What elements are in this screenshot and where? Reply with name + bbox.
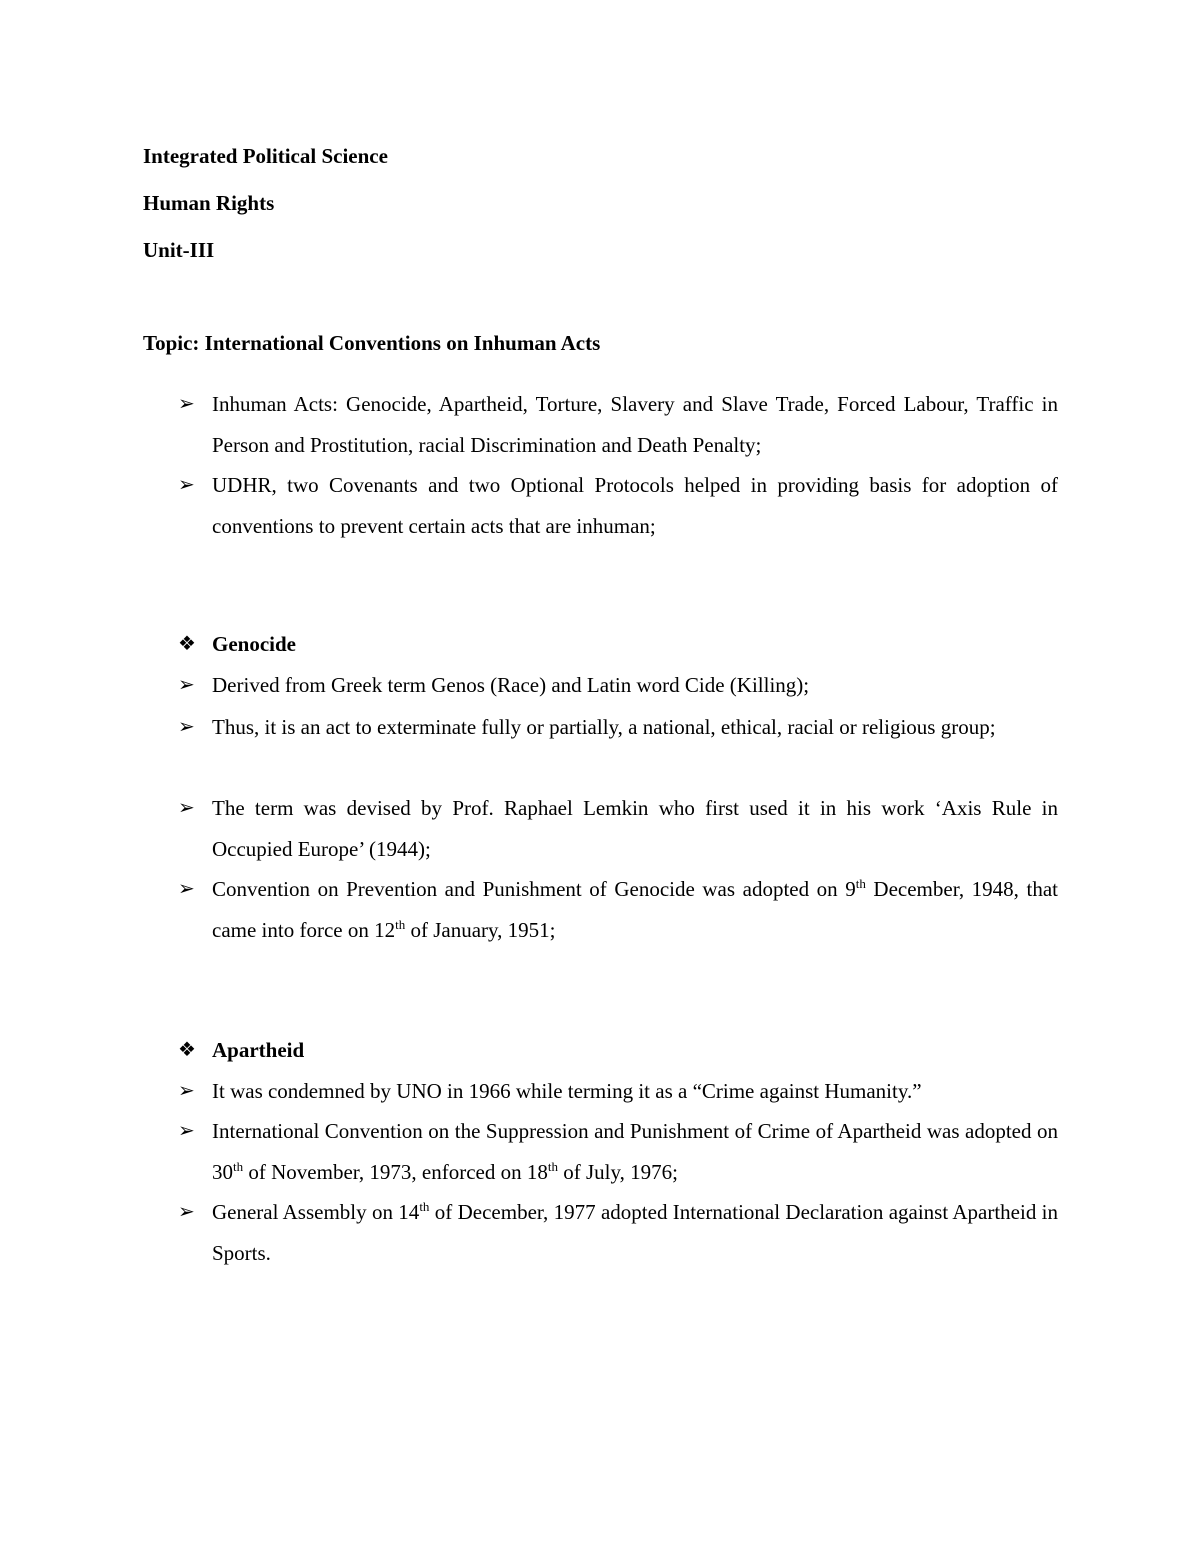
section-title: Apartheid (212, 1038, 305, 1062)
unit-title: Unit-III (143, 238, 215, 262)
bullet-text: Inhuman Acts: Genocide, Apartheid, Torture, Slavery and Slave Trade, Forced Labour, Traffic in Person and Prostitution, racial Discrimination and Death Penalty; (212, 392, 1058, 457)
genocide-bullet-1 (178, 665, 1058, 706)
text-run: December, 1948, that came into force on 12 (212, 877, 1058, 942)
text-run: of July, 1976; (558, 1160, 678, 1184)
section-title: Genocide (212, 632, 296, 656)
bullet-text: UDHR, two Covenants and two Optional Protocols helped in providing basis for adoption of conventions to prevent certain acts that are inhuman; (212, 473, 1058, 538)
bullet-text (212, 1111, 1058, 1193)
text-run: International Convention on the Suppression and Punishment of Crime of Apartheid was adopted on 30 (212, 1119, 1058, 1184)
text-run: of December, 1977 adopted International Declaration against Apartheid in Sports. (212, 1200, 1058, 1265)
apartheid-heading (178, 1030, 1058, 1071)
intro-bullet-2 (178, 465, 1058, 547)
apartheid-bullet-3 (178, 1192, 1058, 1274)
arrow-bullet-icon: ➢ (178, 878, 195, 900)
text-run: of January, 1951; (405, 918, 556, 942)
ordinal-suffix: th (419, 1199, 430, 1214)
arrow-bullet-icon: ➢ (178, 1120, 195, 1142)
ordinal-suffix: th (395, 917, 406, 932)
bullet-text: Thus, it is an act to exterminate fully or partially, a national, ethical, racial or religious group; (212, 715, 996, 739)
text-run: Convention on Prevention and Punishment of Genocide was adopted on 9 (212, 877, 856, 901)
course-title: Integrated Political Science (143, 144, 388, 168)
arrow-bullet-icon: ➢ (178, 474, 195, 496)
diamond-bullet-icon: ❖ (178, 1039, 196, 1061)
arrow-bullet-icon: ➢ (178, 1080, 195, 1102)
arrow-bullet-icon: ➢ (178, 1201, 195, 1223)
genocide-bullet-3 (178, 788, 1058, 870)
genocide-bullet-2 (178, 707, 1058, 748)
text-run: General Assembly on 14 (212, 1200, 420, 1224)
bullet-text: The term was devised by Prof. Raphael Lemkin who first used it in his work ‘Axis Rule in Occupied Europe’ (1944); (212, 796, 1058, 861)
apartheid-bullet-1 (178, 1071, 1058, 1112)
arrow-bullet-icon: ➢ (178, 716, 195, 738)
arrow-bullet-icon: ➢ (178, 797, 195, 819)
ordinal-suffix: th (855, 876, 866, 891)
topic-title: Topic: International Conventions on Inhuman Acts (143, 331, 601, 355)
subject-title: Human Rights (143, 191, 275, 215)
text-run: of November, 1973, enforced on 18 (243, 1160, 548, 1184)
genocide-heading (178, 624, 1058, 665)
bullet-text: It was condemned by UNO in 1966 while terming it as a “Crime against Humanity.” (212, 1079, 922, 1103)
bullet-text (212, 1192, 1058, 1274)
arrow-bullet-icon: ➢ (178, 393, 195, 415)
bullet-text: Derived from Greek term Genos (Race) and Latin word Cide (Killing); (212, 673, 810, 697)
arrow-bullet-icon: ➢ (178, 674, 195, 696)
apartheid-bullet-2 (178, 1111, 1058, 1193)
bullet-text (212, 869, 1058, 951)
intro-bullet-1 (178, 384, 1058, 466)
genocide-bullet-4 (178, 869, 1058, 951)
ordinal-suffix: th (233, 1159, 244, 1174)
diamond-bullet-icon: ❖ (178, 633, 196, 655)
ordinal-suffix: th (547, 1159, 558, 1174)
